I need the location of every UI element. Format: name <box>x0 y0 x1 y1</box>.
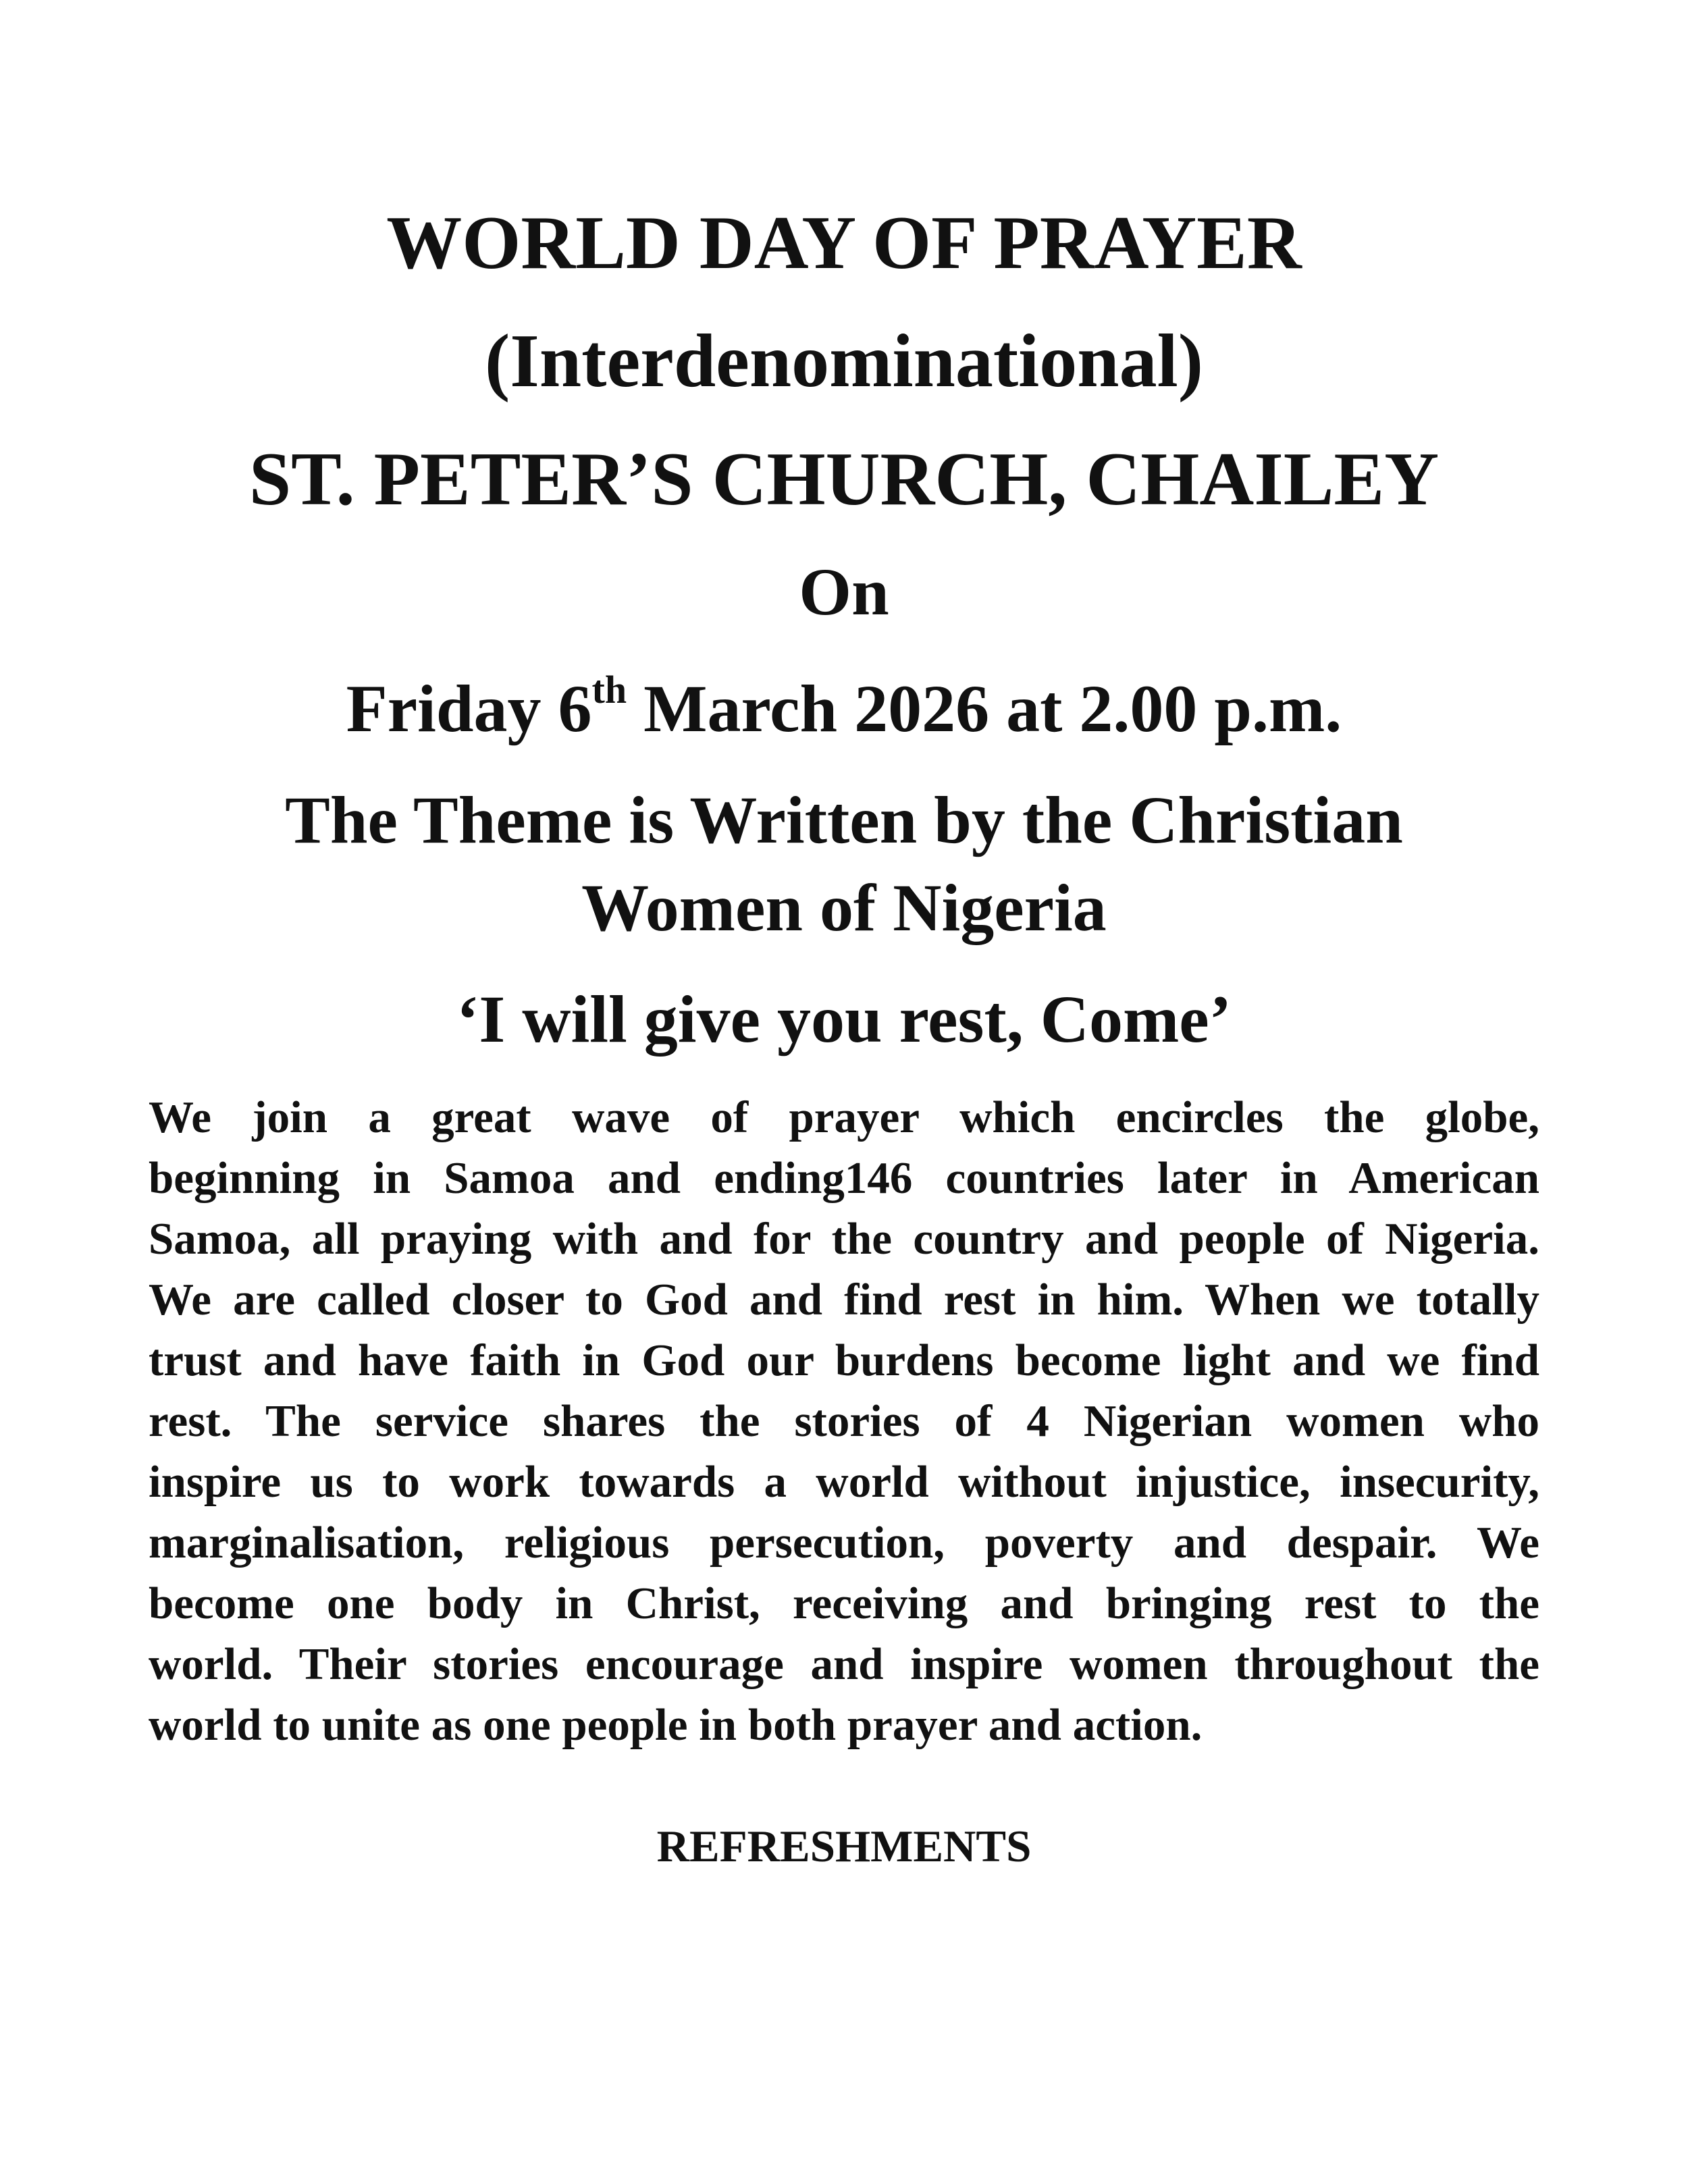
paragraph-line: inspire us to work towards a world without injustice, insecurity, <box>149 1457 1539 1507</box>
paragraph-line: We are called closer to God and find rest in him. When we totally <box>149 1275 1539 1325</box>
paragraph-line: become one body in Christ, receiving and bringing rest to the <box>149 1578 1539 1628</box>
date-rest: March 2026 at 2.00 p.m. <box>627 671 1342 746</box>
theme-line: The Theme is Written by the Christian <box>285 782 1403 857</box>
event-venue: ST. PETER’S CHURCH, CHAILEY <box>248 437 1440 521</box>
date-ordinal-suffix: th <box>591 668 627 712</box>
paragraph-line: beginning in Samoa and ending146 countries later in American <box>149 1153 1539 1203</box>
event-subtitle: (Interdenominational) <box>485 319 1203 403</box>
paragraph-line: world to unite as one people in both prayer and action. <box>149 1700 1203 1750</box>
event-date <box>0 665 1688 762</box>
refreshments-note: REFRESHMENTS <box>656 1821 1032 1871</box>
paragraph-line: world. Their stories encourage and inspire women throughout the <box>149 1639 1539 1689</box>
paragraph-line: marginalisation, religious persecution, poverty and despair. We <box>149 1518 1539 1568</box>
date-prefix: Friday 6 <box>346 671 592 746</box>
theme-heading <box>0 776 1688 952</box>
theme-quote: ‘I will give you rest, Come’ <box>456 982 1232 1057</box>
on-label: On <box>799 554 889 629</box>
paragraph-line: trust and have faith in God our burdens become light and we find <box>149 1335 1539 1385</box>
event-title: WORLD DAY OF PRAYER <box>386 201 1302 285</box>
theme-line: Women of Nigeria <box>581 870 1107 945</box>
paragraph-line: We join a great wave of prayer which encircles the globe, <box>149 1092 1539 1142</box>
description-paragraph <box>149 1087 1539 1755</box>
paragraph-line: Samoa, all praying with and for the country and people of Nigeria. <box>149 1214 1539 1264</box>
paragraph-line: rest. The service shares the stories of 4 Nigerian women who <box>149 1396 1539 1446</box>
